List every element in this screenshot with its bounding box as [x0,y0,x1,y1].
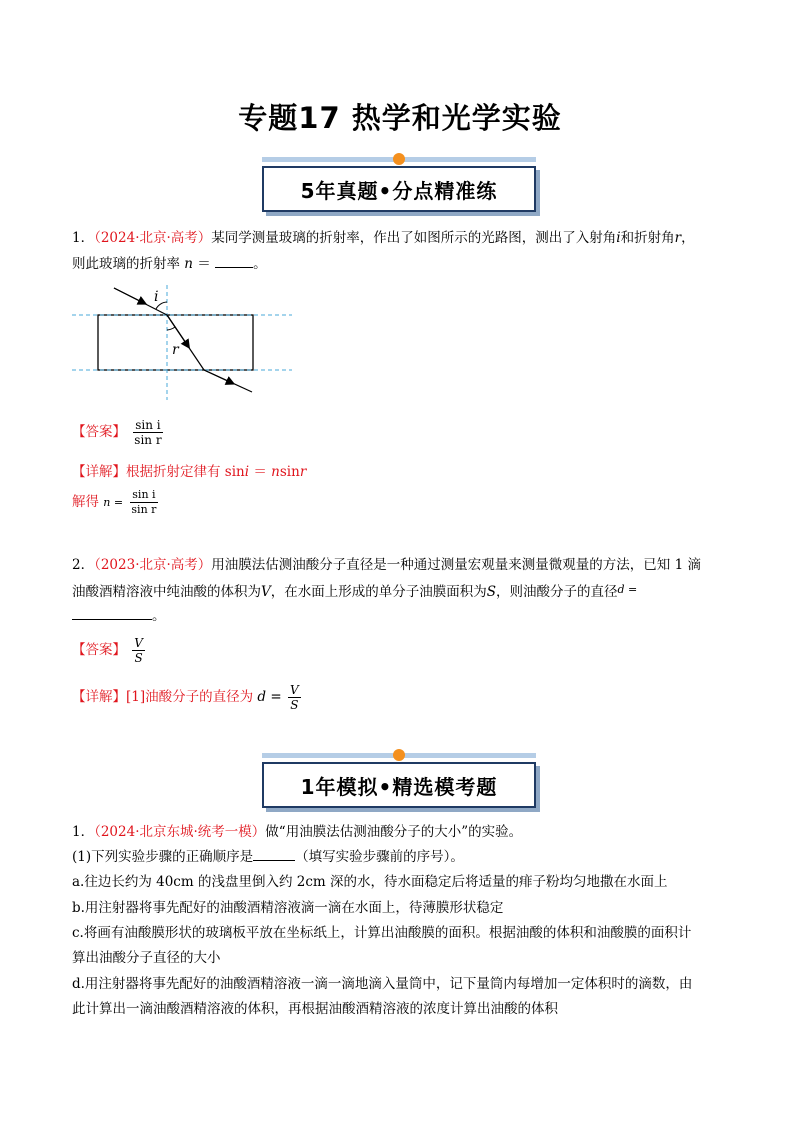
answer-tag: 【答案】 [72,424,126,440]
q3-line1: 1．（2024·北京东城·统考一模）做“用油膜法估测油酸分子的大小”的实验。 [72,824,523,840]
page-title: 专题17 热学和光学实验 [238,101,562,135]
angle-i-label: i [154,289,159,305]
banner-dot [393,153,405,165]
banner-label: 1年模拟•精选模考题 [262,762,536,808]
banner-label: 5年真题•分点精准练 [262,166,536,212]
detail-fraction: $\frac{V}{S}$ [289,683,299,712]
q3-sub1: (1)下列实验步骤的正确顺序是 （填写实验步骤前的序号）。 [72,849,464,865]
q3-step-c-line2: 算出油酸分子直径的大小 [72,950,221,966]
q1-solve: 解得 n = $\frac{\text{sin i}}{\text{sin r}}$ [72,488,157,516]
q1-answer [72,418,166,447]
incident-arrow [114,288,144,303]
solve-fraction: $\frac{\text{sin i}}{\text{sin r}}$ [131,488,157,516]
question-number: 2． [72,557,95,573]
q2-detail: 【详解】[1]油酸分子的直径为 d = $\frac{V}{S}$ [72,683,299,712]
q3-step-d-line2: 此计算出一滴油酸酒精溶液的体积，再根据油酸酒精溶液的浓度计算出油酸的体积 [72,1001,558,1017]
answer-blank [253,860,295,861]
question-number: 1． [72,230,95,246]
answer-blank [215,267,253,268]
q2-line3: 。 [72,606,166,626]
q3-step-a: a.往边长约为 40cm 的浅盘里倒入约 2cm 深的水，待水面稳定后将适量的痱子粉均匀地撒在水面上 [72,874,668,890]
answer-fraction: $\frac{V}{S}$ [134,636,143,665]
q1-line1: 1．（2024·北京·高考）某同学测量玻璃的折射率，作出了如图所示的光路图，测出了入射角i和折射角r， [72,230,695,246]
answer-fraction: $\frac{\text{sin i}}{\text{sin r}}$ [134,418,162,447]
emergent-arrow [204,370,232,383]
q1-detail: 【详解】根据折射定律有 sini ＝ nsinr [72,464,307,480]
q3-step-b: b.用注射器将事先配好的油酸酒精溶液滴一滴在水面上，待薄膜形状稳定 [72,900,504,916]
answer-blank [72,619,152,620]
question-source: （2024·北京·高考） [94,230,212,246]
banner-dot [393,749,405,761]
detail-tag: 【详解】 [72,689,126,705]
angle-r-arc [167,327,175,330]
q3-step-c-line1: c.将画有油酸膜形状的玻璃板平放在坐标纸上，计算出油酸膜的面积。根据油酸的体积和油酸膜的面积计 [72,925,692,941]
answer-tag: 【答案】 [72,642,126,658]
question-source: （2024·北京东城·统考一模） [94,824,266,840]
question-number: 1． [72,824,95,840]
question-source: （2023·北京·高考） [94,557,212,573]
q2-line2: 油酸酒精溶液中纯油酸的体积为V，在水面上形成的单分子油膜面积为S，则油酸分子的直径$^{d =}$ [72,583,638,600]
angle-r-label: r [172,342,179,358]
refraction-diagram [72,282,302,402]
q3-step-d-line1: d.用注射器将事先配好的油酸酒精溶液一滴一滴地滴入量筒中，记下量筒内每增加一定体积时的滴数，由 [72,976,693,992]
q2-answer [72,636,147,665]
detail-tag: 【详解】 [72,464,126,480]
q2-line1: 2．（2023·北京·高考）用油膜法估测油酸分子直径是一种通过测量宏观量来测量微观量的方法，已知 1 滴 [72,557,701,573]
q1-line2: 则此玻璃的折射率 n ＝ 。 [72,256,267,272]
